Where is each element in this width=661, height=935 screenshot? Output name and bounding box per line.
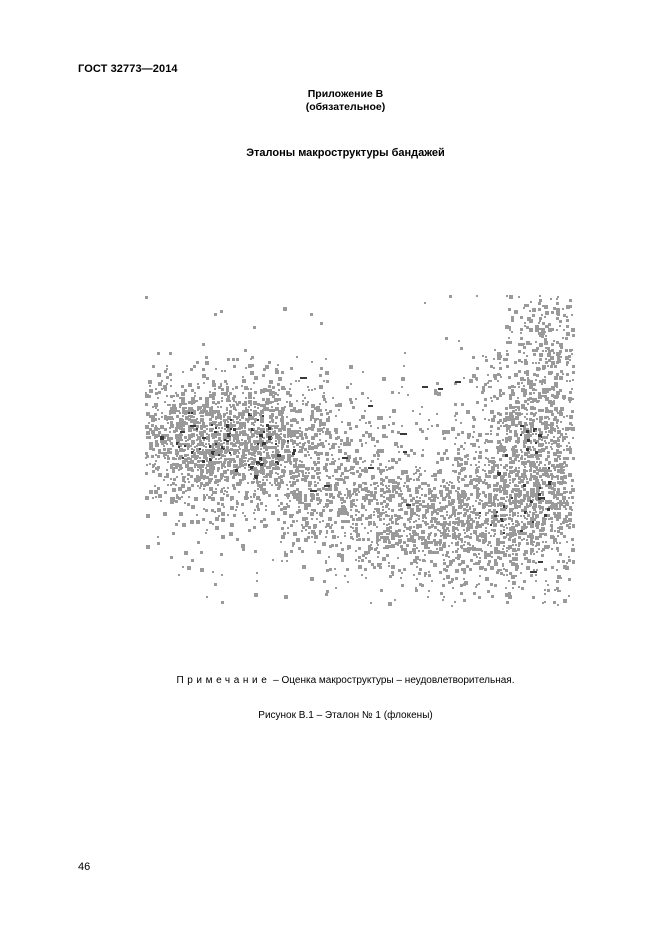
appendix-title: Приложение В <box>307 88 384 100</box>
macrostructure-sample-image <box>110 205 575 610</box>
appendix-status: (обязательное) <box>305 101 386 113</box>
note-text: – Оценка макроструктуры – неудовлетворительная. <box>270 675 515 686</box>
page-number: 46 <box>78 861 91 873</box>
note-label: Примечание <box>176 675 271 686</box>
standard-designation: ГОСТ 32773—2014 <box>78 63 178 75</box>
macrostructure-speckle-image <box>110 205 575 610</box>
figure-caption: Рисунок В.1 – Эталон № 1 (флокены) <box>258 710 433 721</box>
figure-note <box>0 675 661 686</box>
section-title: Эталоны макроструктуры бандажей <box>246 147 445 159</box>
appendix-heading <box>0 88 661 114</box>
